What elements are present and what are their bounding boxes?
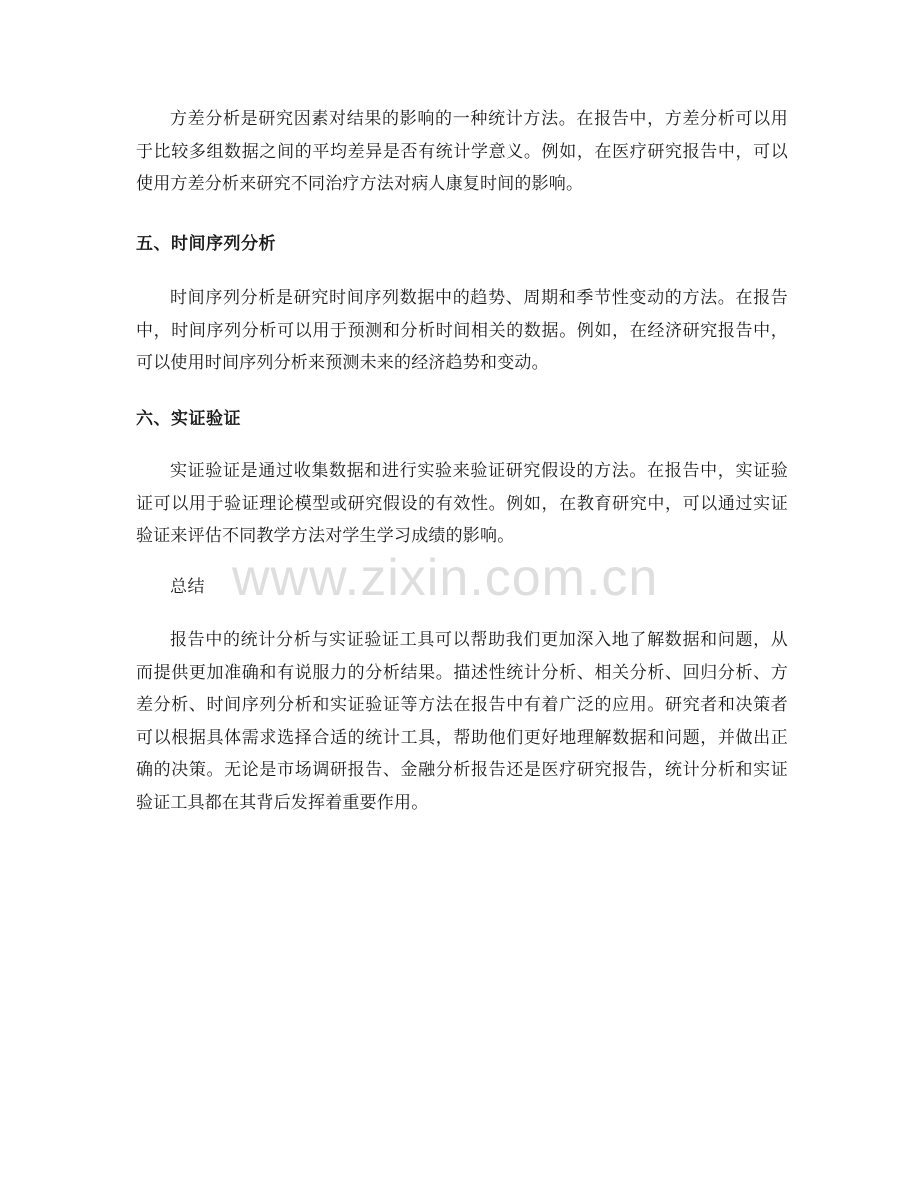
paragraph-summary: 报告中的统计分析与实证验证工具可以帮助我们更加深入地了解数据和问题，从而提供更加准确和有说服力的分析结果。描述性统计分析、相关分析、回归分析、方差分析、时间序列分析和实证验证等方法在报告中有着广泛的应用。研究者和决策者可以根据具体需求选择合适的统计工具，帮助他们更好地理解数据和问题，并做出正确的决策。无论是市场调研报告、金融分析报告还是医疗研究报告，统计分析和实证验证工具都在其背后发挥着重要作用。 <box>136 630 788 813</box>
section-heading-time-series: 五、时间序列分析 <box>136 234 276 254</box>
summary-label: 总结 <box>170 577 205 597</box>
paragraph-time-series: 时间序列分析是研究时间序列数据中的趋势、周期和季节性变动的方法。在报告中，时间序列分析可以用于预测和分析时间相关的数据。例如，在经济研究报告中，可以使用时间序列分析来预测未来的经济趋势和变动。 <box>136 288 788 373</box>
paragraph-empirical: 实证验证是通过收集数据和进行实验来验证研究假设的方法。在报告中，实证验证可以用于验证理论模型或研究假设的有效性。例如，在教育研究中，可以通过实证验证来评估不同教学方法对学生学习成绩的影响。 <box>136 461 788 546</box>
paragraph-anova: 方差分析是研究因素对结果的影响的一种统计方法。在报告中，方差分析可以用于比较多组数据之间的平均差异是否有统计学意义。例如，在医疗研究报告中，可以使用方差分析来研究不同治疗方法对病人康复时间的影响。 <box>136 109 788 194</box>
watermark: www.zixin.com.cn <box>232 549 659 607</box>
section-heading-empirical: 六、实证验证 <box>136 409 241 429</box>
